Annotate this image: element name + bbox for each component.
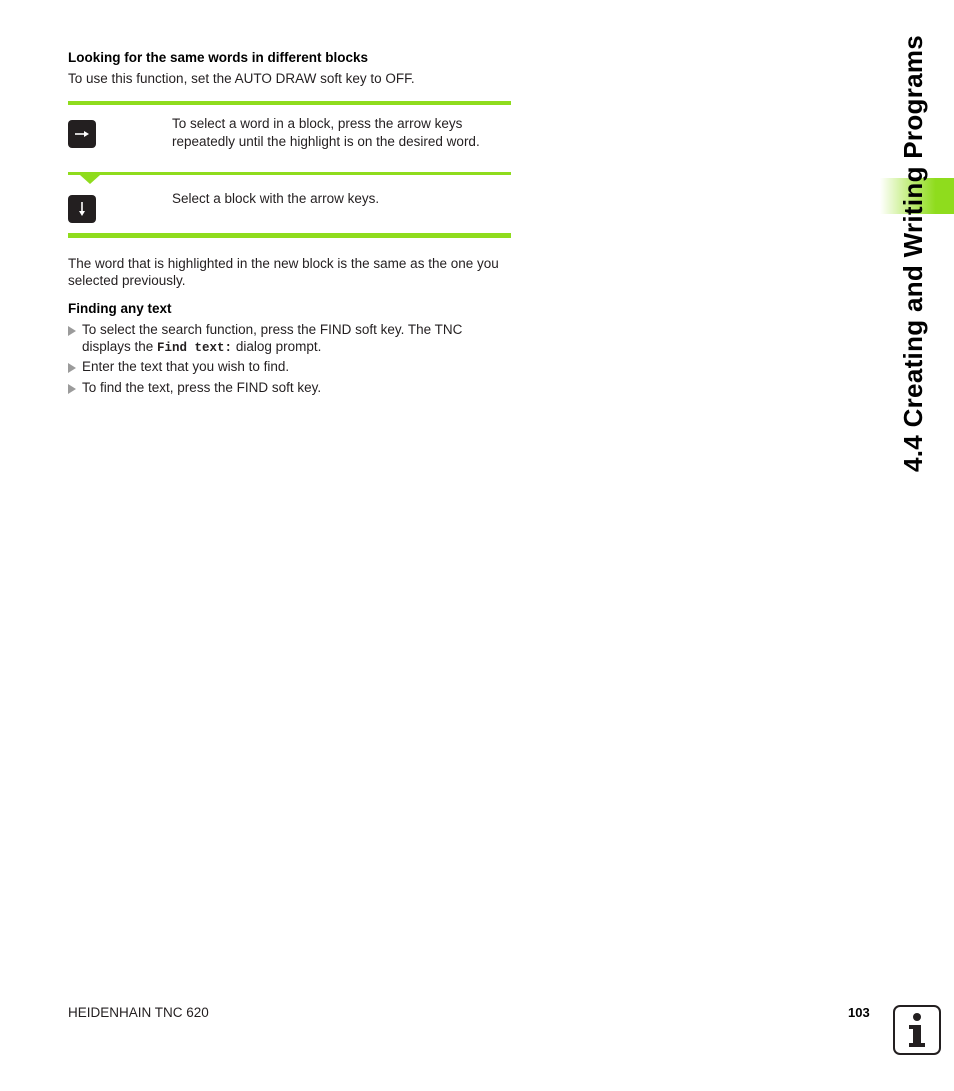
footer-manual-name: HEIDENHAIN TNC 620 (68, 1005, 209, 1020)
bullet-text: To select the search function, press the FIND soft key. The TNC displays the (82, 322, 463, 354)
bullet-item (82, 322, 511, 356)
section-heading-same-words: Looking for the same words in different blocks (68, 50, 369, 65)
table-top-rule (68, 101, 511, 105)
bullet-text-end: dialog prompt. (232, 338, 322, 354)
dialog-prompt-code: Find text: (157, 340, 233, 355)
section-heading-finding-text: Finding any text (68, 301, 172, 316)
after-steps-text: The word that is highlighted in the new block is the same as the one you selected previously. (68, 256, 499, 288)
table-bottom-rule (68, 233, 511, 238)
table-divider-rule (68, 172, 511, 175)
intro-text: To use this function, set the AUTO DRAW soft key to OFF. (68, 71, 415, 86)
chapter-side-title: 4.4 Creating and Writing Programs (898, 34, 928, 472)
arrow-down-key-icon (68, 195, 96, 223)
bullet-arrow-icon (68, 384, 76, 394)
row-pointer (80, 175, 100, 184)
bullet-arrow-icon (68, 363, 76, 373)
bullet-item: To find the text, press the FIND soft key. (82, 380, 322, 395)
arrow-right-key-icon (68, 120, 96, 148)
page-number: 103 (848, 1005, 870, 1020)
bullet-item: Enter the text that you wish to find. (82, 359, 290, 374)
step-text-select-block: Select a block with the arrow keys. (172, 191, 380, 206)
bullet-arrow-icon (68, 326, 76, 336)
step-text-select-word: To select a word in a block, press the arrow keys repeatedly until the highlight is on the desired word. (172, 116, 480, 149)
info-icon (893, 1005, 941, 1055)
